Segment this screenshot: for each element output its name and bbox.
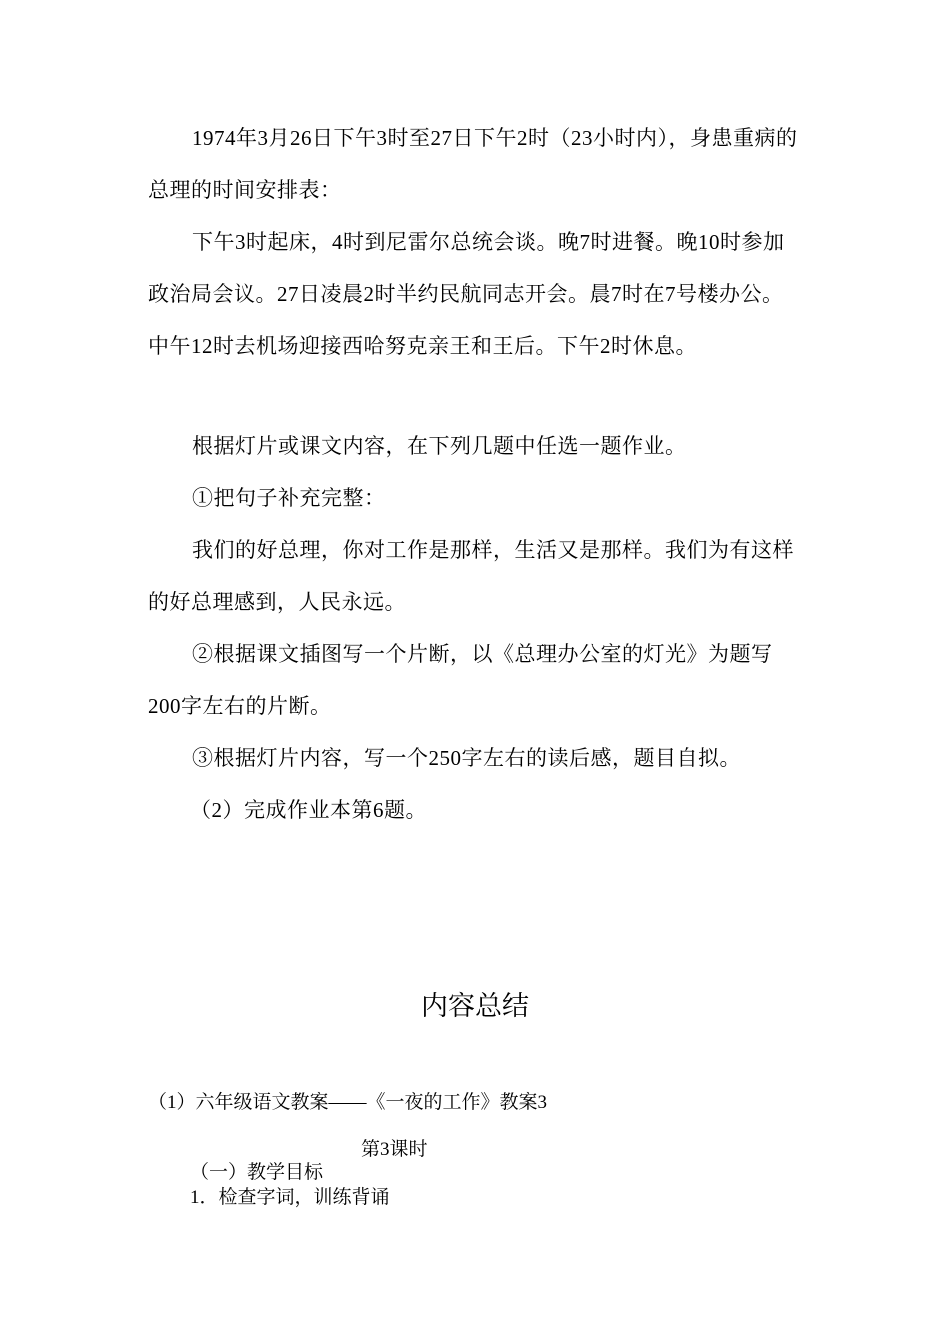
assignment-instruction: 根据灯片或课文内容，在下列几题中任选一题作业。 — [192, 434, 687, 458]
task-3-paragraph: ③根据灯片内容，写一个250字左右的读后感，题目自拟。 — [192, 746, 741, 770]
summary-period: 第3课时 — [361, 1139, 428, 1160]
summary-objectives-heading: （一）教学目标 — [190, 1162, 324, 1183]
task-1-sentence: 我们的好总理，你对工作是那样，生活又是那样。我们为有这样的好总理感到，人民永远。 — [148, 538, 794, 614]
schedule-details-paragraph: 下午3时起床，4时到尼雷尔总统会谈。晚7时进餐。晚10时参加政治局会议。27日凌晨2时半约民航同志开会。晨7时在7号楼办公。中午12时去机场迎接西哈努克亲王和王后。下午2时休息。 — [148, 230, 785, 358]
task-2-paragraph: ②根据课文插图写一个片断，以《总理办公室的灯光》为题写200字左右的片断。 — [148, 642, 773, 718]
summary-lesson-title: （1）六年级语文教案——《一夜的工作》教案3 — [148, 1092, 548, 1113]
summary-title: 内容总结 — [421, 991, 529, 1021]
summary-objective-1: 1．检查字词，训练背诵 — [190, 1187, 390, 1208]
schedule-intro-paragraph: 1974年3月26日下午3时至27日下午2时（23小时内），身患重病的总理的时间安排表： — [148, 126, 798, 202]
task-1-heading: ①把句子补充完整： — [192, 486, 386, 510]
homework-paragraph: （2）完成作业本第6题。 — [190, 798, 427, 822]
